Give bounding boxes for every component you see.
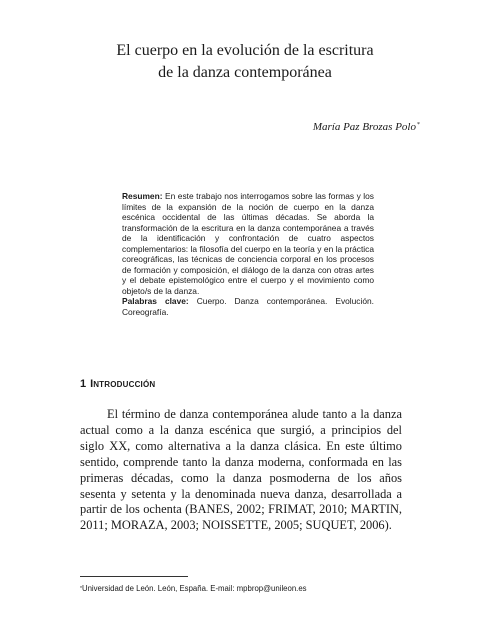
footnote-divider [80,576,188,577]
footnote-mark: * [80,586,82,592]
abstract-paragraph [122,191,374,296]
footnote-text: Universidad de León. León, España. E-mail: mpbrop@unileon.es [81,584,307,593]
title-line-2: de la danza contemporánea [158,64,332,81]
abstract-label: Resumen: [122,191,163,201]
title-line-1: El cuerpo en la evolución de la escritura [116,42,374,59]
keywords-text: Cuerpo. Danza contemporánea. Evolución. Coreografía. [122,296,374,317]
abstract-text: En este trabajo nos interrogamos sobre las formas y los límites de la expansión de la noción de cuerpo en la danza escénica occidental de las últimas décadas. Se aborda la transformación de la escritura en la danza contemporánea a través de la identificación y confrontación de cuatro aspectos complementarios: la filosofía del cuerpo en la teoría y en la práctica coreográficas, las técnicas de conciencia corporal en los procesos de formación y composición, el diálogo de la danza con otras artes y el debate epistemológico entre el cuerpo y el movimiento como objeto/s de la danza. [122,191,374,296]
section-title-initial: I [90,378,94,390]
section-heading [80,377,155,392]
abstract-block [122,191,374,317]
section-number: 1 [80,378,87,390]
author-line [313,121,420,134]
body-text [80,407,402,534]
author-footnote-mark: * [417,122,420,128]
footnote [80,584,307,594]
paper-title [60,40,430,84]
keywords-paragraph [122,296,374,317]
keywords-label: Palabras clave: [122,296,189,306]
section-title-rest: NTRODUCCIÓN [93,380,156,389]
body-paragraph: El término de danza contemporánea alude tanto a la danza actual como a la danza escénica que surgió, a principios del siglo XX, como alternativa a la danza clásica. En este último sentido, comprende tanto la danza moderna, conformada en las primeras décadas, como la danza posmoderna de los años sesenta y setenta y la denominada nueva danza, desarrollada a partir de los ochenta (BANES, 2002; FRIMAT, 2010; MARTIN, 2011; MORAZA, 2003; NOISSETTE, 2005; SUQUET, 2006). [80,407,402,533]
author-name: María Paz Brozas Polo [312,121,416,133]
